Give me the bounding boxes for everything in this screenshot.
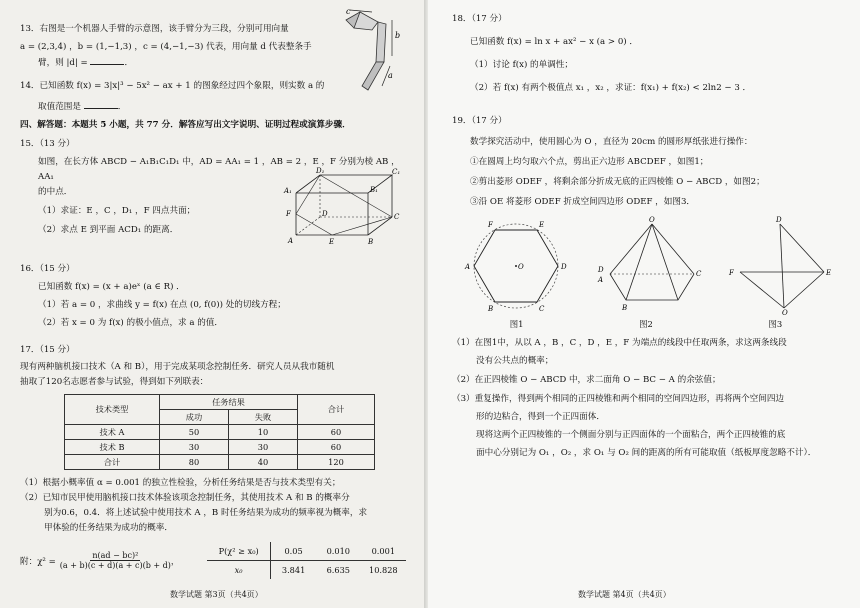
question-18 [452,12,840,96]
caption-fig2: 图2 [639,319,653,329]
table-cell: 30 [160,440,229,455]
label-E: E [826,269,832,277]
label-B: B [368,238,374,246]
q13-line2: a = (2,3,4) ，b = (1,−1,3) ，c = (4,−1,−3) 代表，用向量 d 代表整条手 [20,42,312,52]
table-cell: 30 [229,440,298,455]
table-cell: 40 [229,455,298,470]
label-C: C [539,305,545,313]
appendix [20,542,406,579]
exam-page-4 [428,0,860,608]
label-F: F [286,210,291,218]
q13-line3: 臂，则 |d| = [38,58,88,68]
q17-head: 17．（15 分） [20,345,75,355]
table-cell: 技术 B [65,440,160,455]
label-O: O [782,309,788,316]
label-E: E [329,238,335,246]
q19-part3-line4: 面中心分别记为 O₁ ，O₂ ，求 O₁ 与 O₂ 间的距离的所有可能取值（纸板厚度忽略不计）． [476,448,817,458]
page-footer: 数学试题 第3页（共4页） [170,590,263,599]
q19-step1: ①在圆周上均匀取六个点，剪出正六边形 ABCDEF ，如图1； [470,157,709,167]
question-17 [20,343,406,579]
table-cell: 60 [298,440,375,455]
robot-arm-figure [338,6,408,94]
q14-line2-end: ． [117,102,127,112]
q17-line2: 抽取了120名志愿者参与试验，得到如下列联表： [20,377,209,387]
section-heading: 四、解答题：本题共 5 小题，共 77 分．解答应写出文字说明、证明过程或演算步骤． [20,120,351,130]
formula-end: ， [170,556,180,567]
question-15 [20,137,406,246]
q19-intro: 数学探究活动中，使用圆心为 O ，直径为 20cm 的圆形厚纸张进行操作： [470,137,753,147]
table-row [65,455,375,470]
table-cell: x₀ [207,561,271,580]
question-13 [20,7,406,80]
table-cell: 120 [298,455,375,470]
q17-part2-line1: （2）已知市民甲使用脑机接口技术体验该项念控制任务，其使用技术 A 和 B 的概率分 [20,493,350,503]
label-B: B [622,304,628,312]
label-A: A [598,276,604,284]
figure-2-pyramid [596,216,706,316]
fig-label-b: b [395,31,401,40]
table-row [65,440,375,455]
q18-head: 18．（17 分） [452,14,507,24]
q15-head: 15．（13 分） [20,139,75,149]
q16-part2: （2）若 x = 0 为 f(x) 的极小值点，求 a 的值． [38,318,224,328]
q19-part3-line3: 现将这两个正四棱锥的一个侧面分别与正四面体的一个面粘合，两个正四棱锥的底 [476,430,786,440]
q15-part1: （1）求证：E ，C ，D₁ ，F 四点共面； [38,206,196,216]
q19-part2: （2）在正四棱锥 O − ABCD 中，求二面角 O − BC − A 的余弦值； [452,375,721,385]
header-fail: 失败 [229,410,298,425]
q14-line2: 取值范围是 [38,102,81,112]
chi-square-critical-table [207,542,406,579]
table-row [65,425,375,440]
label-O: O [649,216,655,224]
label-D: D [776,216,782,224]
table-cell: 80 [160,455,229,470]
label-A: A [465,263,471,271]
caption-fig3: 图3 [768,319,783,329]
formula-denominator: (a + b)(c + d)(a + c)(b + d) [59,561,171,570]
label-D: D [598,266,604,274]
q13-line3-end: ． [124,58,134,68]
table-cell: 0.001 [361,542,406,561]
label-D1: D₁ [316,167,325,175]
q18-line1: 已知函数 f(x) = ln x + ax² − x (a > 0) ． [470,37,638,47]
table-cell: 合计 [65,455,160,470]
figure-captions [452,318,840,330]
caption-fig1: 图1 [509,319,524,329]
answer-blank [90,55,124,65]
label-C1: C₁ [392,168,401,176]
table-cell: 6.635 [326,565,351,575]
label-E: E [539,221,545,229]
q19-part3-line1: （3）重复操作，得到两个相同的正四棱锥和两个相同的空间四边形，再将两个空间四边 [452,394,785,404]
q15-line2: 的中点． [38,187,73,197]
table-cell: 60 [298,425,375,440]
formula-fraction [60,551,171,570]
q13-line1: 13．右图是一个机器人手臂的示意图，该手臂分为三段，分别可用向量 [20,24,289,34]
table-cell: 0.05 [271,542,316,561]
figure-1-hexagon [456,216,576,316]
table-cell: 3.841 [281,565,306,575]
cuboid-figure [282,167,402,247]
table-cell: 0.010 [316,542,361,561]
q19-part1-line2: 没有公共点的概率； [476,356,554,366]
figures-row [456,216,836,316]
q18-part2: （2）若 f(x) 有两个极值点 x₁ ，x₂ ，求证：f(x₁) + f(x₂) < 2ln2 − 3 ． [470,83,752,93]
q15-part2: （2）求点 E 到平面 ACD₁ 的距离． [38,225,179,235]
figure-3-spatial-quad [726,216,836,316]
label-A: A [288,237,294,245]
q17-line1: 现有两种脑机接口技术（A 和 B），用于完成某项念控制任务．研究人员从我市随机 [20,362,335,372]
fig-label-c: c [346,7,351,16]
question-19 [452,114,840,461]
q18-part1: （1）讨论 f(x) 的单调性； [470,60,574,70]
q19-step2: ②剪出菱形 ODEF ，将剩余部分折成无底的正四棱锥 O − ABCD ，如图2； [470,177,765,187]
label-B: B [488,305,494,313]
table-cell: 10.828 [368,565,398,575]
label-D: D [561,263,567,271]
table-cell: P(χ² ≥ x₀) [207,542,271,561]
page-footer: 数学试题 第4页（共4页） [578,590,671,599]
chi-square-formula [20,551,193,570]
label-F: F [488,221,493,229]
header-type: 技术类型 [65,395,160,425]
q17-part2-line2: 别为0.6，0.4．将上述试验中使用技术 A ，B 时任务结果为成功的频率视为概率，求 [44,508,368,518]
label-O: O [518,263,524,271]
q16-head: 16．（15 分） [20,264,75,274]
q14-line1: 14．已知函数 f(x) = 3|x|³ − 5x² − ax + 1 的图象经过四个象限，则实数 a 的 [20,81,325,91]
contingency-table [64,394,375,470]
label-C: C [394,213,400,221]
answer-blank [84,99,118,109]
q16-part1: （1）若 a = 0 ，求曲线 y = f(x) 在点 (0, f(0)) 处的切线方程； [38,300,286,310]
table-row [207,542,406,561]
label-F: F [729,269,734,277]
q16-line1: 已知函数 f(x) = (x + a)eˣ (a ∈ R) ． [38,282,185,292]
table-cell: 技术 A [65,425,160,440]
q19-part1-line1: （1）在图1中，从以 A ，B ，C ，D ，E ，F 为端点的线段中任取两条，求这两条线段 [452,338,787,348]
q17-part2-line3: 甲体验的任务结果为成功的概率． [44,523,173,533]
q19-head: 19．（17 分） [452,116,507,126]
header-total: 合计 [298,395,375,425]
formula-label: 附：χ² = [20,556,56,567]
label-C: C [696,270,702,278]
table-cell: 10 [229,425,298,440]
label-B1: B₁ [370,186,378,194]
header-success: 成功 [160,410,229,425]
question-16 [20,262,406,331]
q15-line1: 如图，在长方体 ABCD − A₁B₁C₁D₁ 中，AD = AA₁ = 1 ，AB = 2 ，E ，F 分别为棱 AB ，AA₁ [38,157,400,182]
exam-page-3 [0,0,424,608]
label-A1: A₁ [284,187,292,195]
table-row [207,561,406,580]
header-result: 任务结果 [160,395,298,410]
fig-label-a: a [388,71,393,80]
q17-part1: （1）根据小概率值 α = 0.001 的独立性检验，分析任务结果是否与技术类型有关； [20,478,341,488]
table-cell: 50 [160,425,229,440]
q19-part3-line2: 形的边粘合，得到一个正四面体． [476,412,605,422]
q19-step3: ③沿 OE 将菱形 ODEF 折成空间四边形 ODEF ，如图3． [470,197,696,207]
label-D: D [322,210,328,218]
formula-numerator: n(ad − bc)² [92,551,139,560]
